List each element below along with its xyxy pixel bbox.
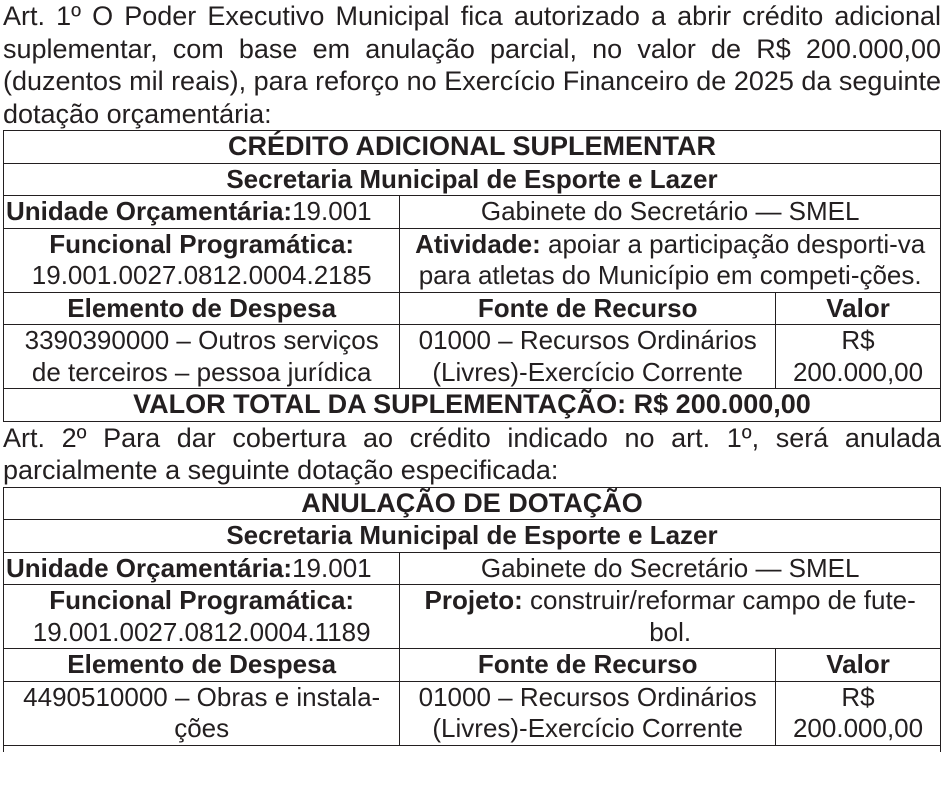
- funcional-value: 19.001.0027.0812.0004.2185: [31, 260, 372, 290]
- table-title: CRÉDITO ADICIONAL SUPLEMENTAR: [4, 131, 941, 164]
- gabinete-cell: Gabinete do Secretário — SMEL: [400, 552, 941, 585]
- unidade-cell: [4, 552, 400, 585]
- acao-text: construir/reformar campo de fute-bol.: [522, 585, 916, 647]
- secretaria-label: Secretaria Municipal de Esporte e Lazer: [4, 163, 941, 196]
- col-header-elemento: Elemento de Despesa: [4, 649, 400, 682]
- valor-cell: R$ 200.000,00: [776, 681, 941, 745]
- funcional-value: 19.001.0027.0812.0004.1189: [32, 616, 371, 647]
- fonte-cell: 01000 – Recursos Ordinários (Livres)-Exercício Corrente: [400, 681, 776, 745]
- article-2-text: Art. 2º Para dar cobertura ao crédito indicado no art. 1º, será anulada parcialmente a seguinte dotação especificada:: [3, 422, 941, 485]
- col-header-elemento: Elemento de Despesa: [4, 292, 400, 325]
- funcional-cell: [4, 585, 400, 649]
- unidade-label: Unidade Orçamentária:: [6, 552, 293, 583]
- gabinete-cell: Gabinete do Secretário — SMEL: [400, 196, 941, 229]
- unidade-value: 19.001: [292, 552, 372, 583]
- acao-label: Projeto:: [424, 585, 523, 615]
- unidade-cell: [4, 196, 400, 229]
- secretaria-label: Secretaria Municipal de Esporte e Lazer: [4, 520, 941, 553]
- unidade-label: Unidade Orçamentária:: [6, 196, 293, 226]
- fonte-cell: 01000 – Recursos Ordinários (Livres)-Exercício Corrente: [400, 325, 776, 389]
- funcional-label: Funcional Programática:: [49, 585, 355, 615]
- elemento-cell: 3390390000 – Outros serviços de terceiros – pessoa jurídica: [4, 325, 400, 389]
- funcional-label: Funcional Programática:: [49, 228, 355, 259]
- col-header-fonte: Fonte de Recurso: [400, 649, 776, 682]
- elemento-cell: 4490510000 – Obras e instala-ções: [4, 681, 400, 745]
- annulment-table: [3, 487, 941, 752]
- total-row: VALOR TOTAL DA SUPLEMENTAÇÃO: R$ 200.000,00: [4, 389, 941, 422]
- acao-text: apoiar a participação desporti-va para atletas do Município em competi-ções.: [418, 228, 926, 290]
- col-header-fonte: Fonte de Recurso: [400, 292, 776, 325]
- total-row-cut-off: [4, 745, 941, 752]
- funcional-cell: [4, 228, 400, 292]
- article-1-text: Art. 1º O Poder Executivo Municipal fica autorizado a abrir crédito adicional suplementar, com base em anulação parcial, no valor de R$ 200.000,00 (duzentos mil reais), para reforço no Exercício Financeiro de 2025 da seguinte dotação orçamentária:: [3, 1, 941, 129]
- supplementary-credit-table: [3, 130, 941, 422]
- col-header-valor: Valor: [776, 649, 941, 682]
- col-header-valor: Valor: [776, 292, 941, 325]
- table-title: ANULAÇÃO DE DOTAÇÃO: [4, 487, 941, 520]
- acao-cell: [400, 585, 941, 649]
- acao-label: Atividade:: [415, 228, 541, 259]
- acao-cell: [400, 228, 941, 292]
- valor-cell: R$ 200.000,00: [776, 325, 941, 389]
- unidade-value: 19.001: [292, 196, 372, 226]
